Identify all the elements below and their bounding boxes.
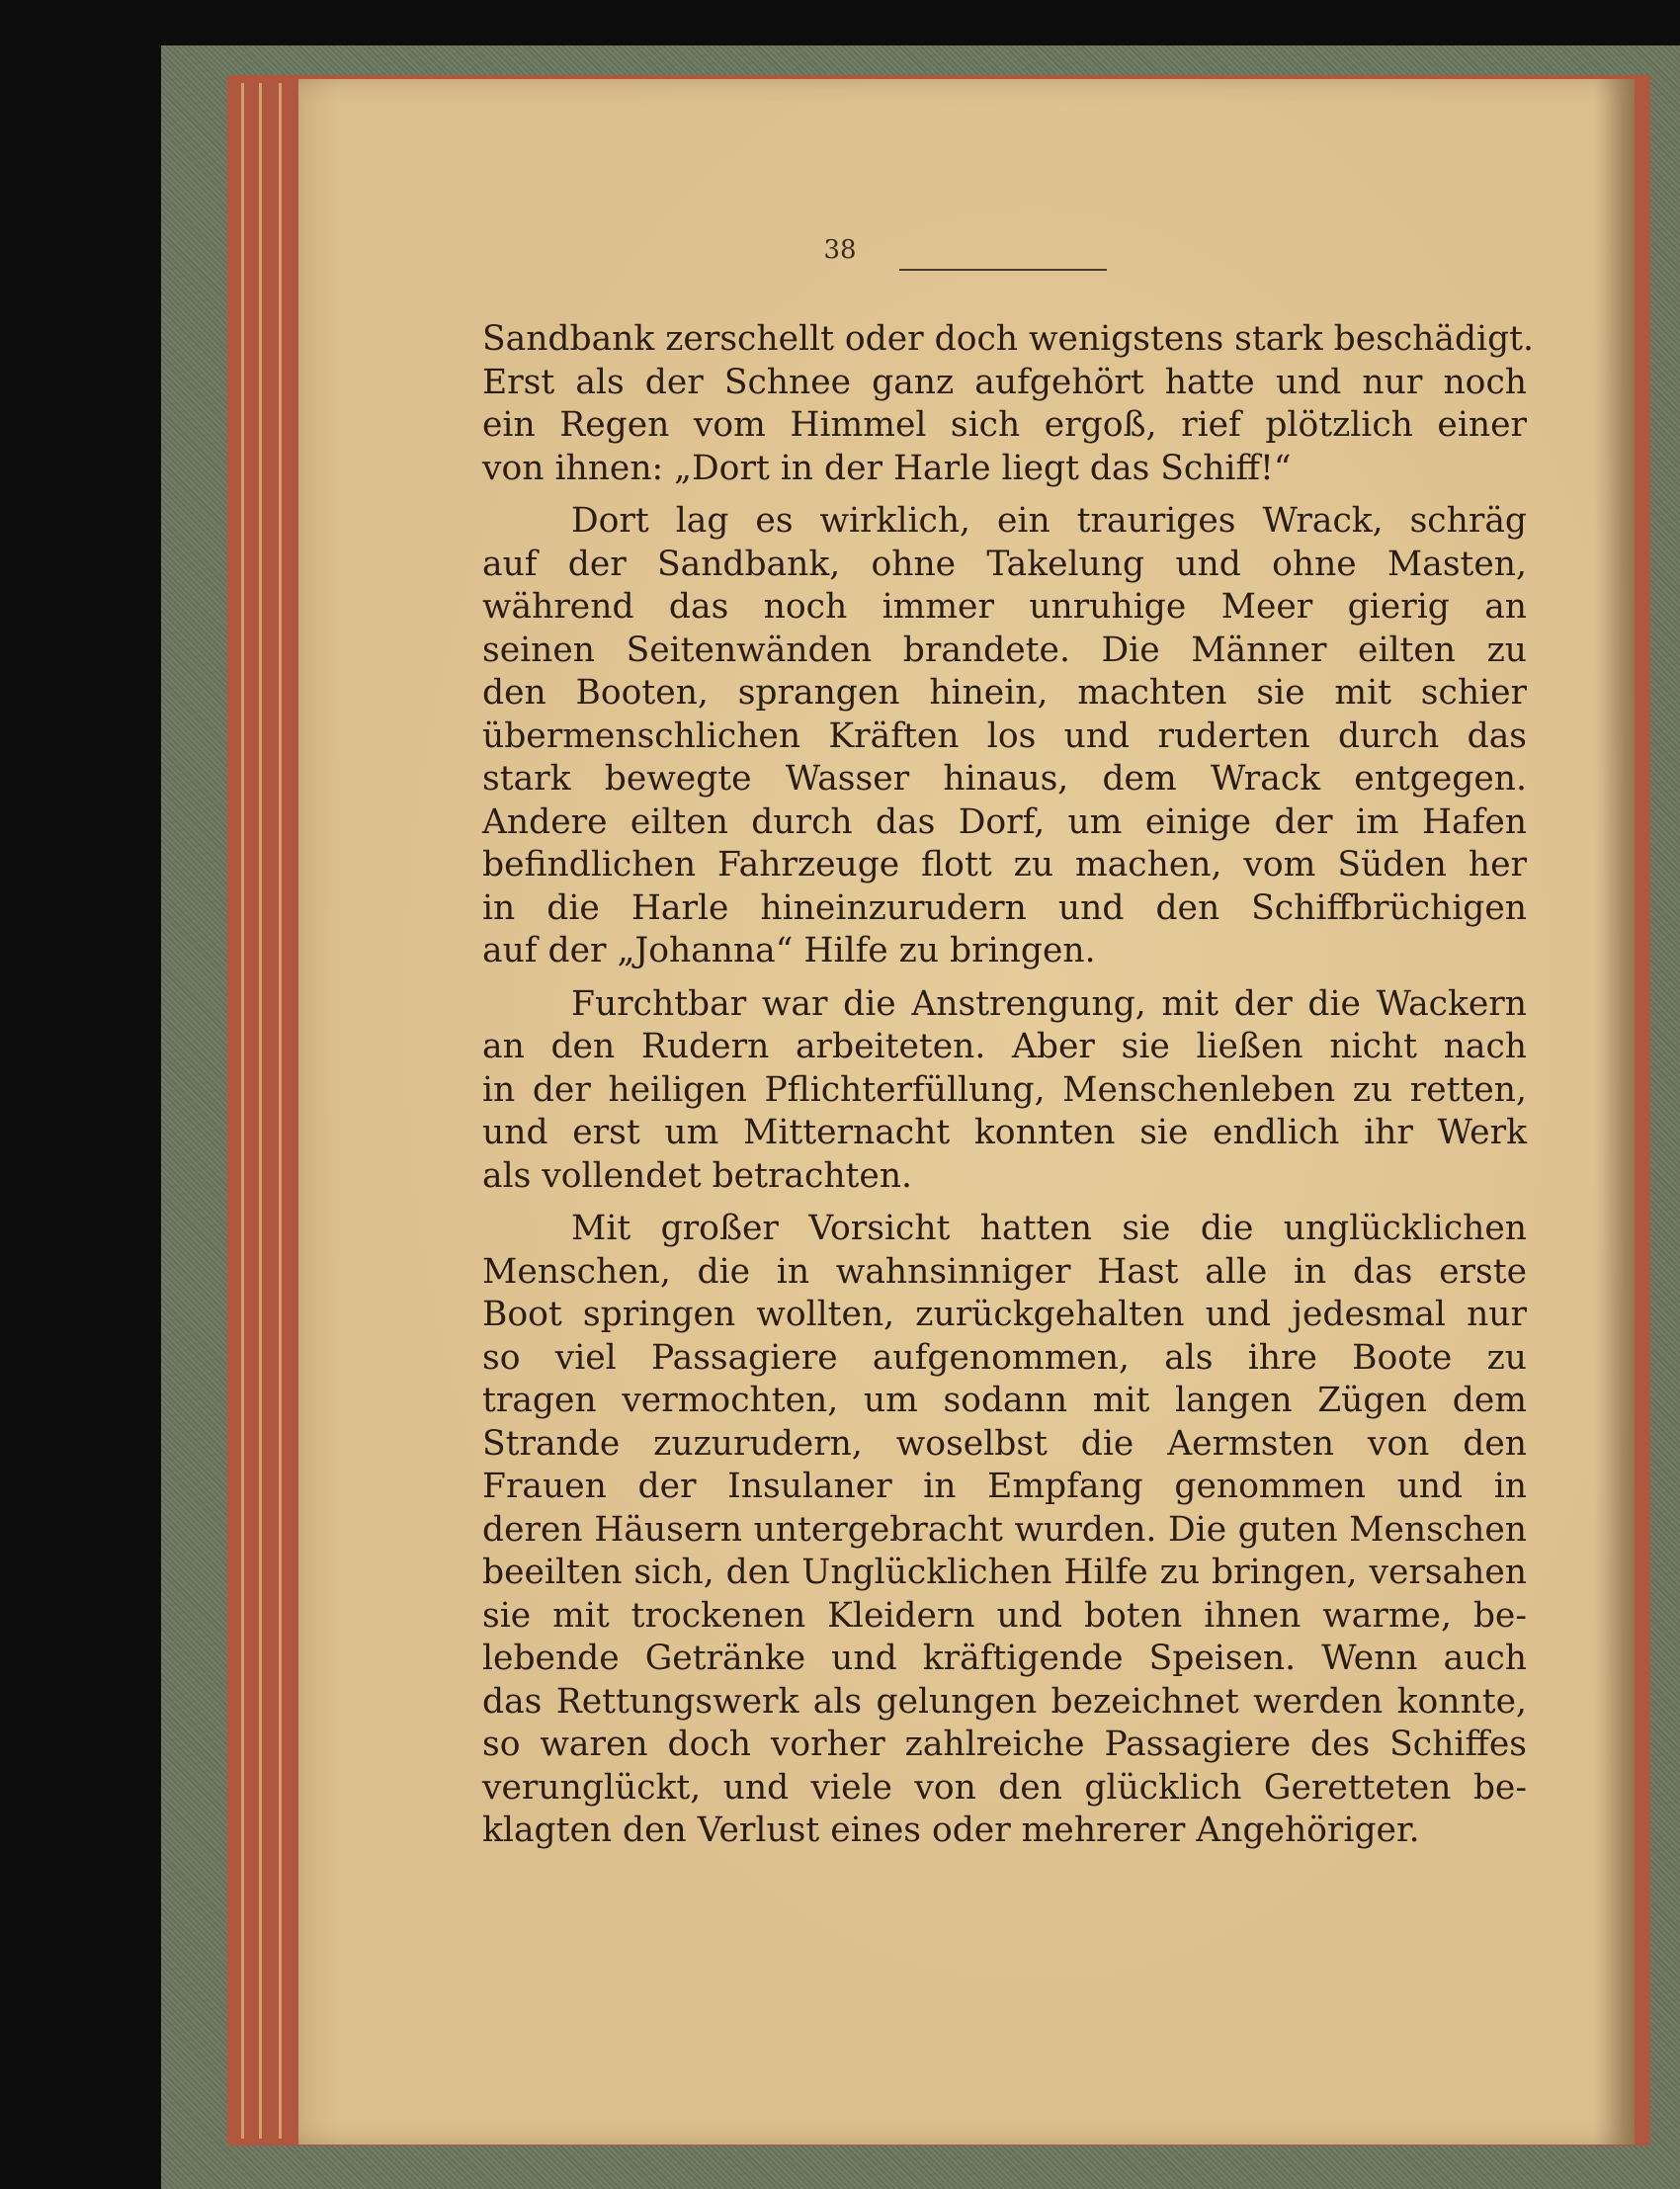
page-edge-line [241,83,244,2139]
page-edge-line [279,83,282,2139]
text-line: Boot springen wollten, zurückgehalten und jedesmal nur [482,1295,1527,1334]
text-line: den Booten, sprangen hinein, machten sie mit schier [482,673,1527,713]
text-line: lebende Getränke und kräftigende Speisen. Wenn auch [482,1639,1527,1678]
text-line: tragen vermochten, um sodann mit langen Zügen dem [482,1381,1527,1420]
text-line: stark bewegte Wasser hinaus, dem Wrack entgegen. [482,759,1527,799]
text-line: Erst als der Schnee ganz aufgehört hatte und nur noch [482,362,1527,402]
text-line: Mit großer Vorsicht hatten sie die unglücklichen [571,1209,1527,1248]
text-line: sie mit trockenen Kleidern und boten ihnen warme, be- [482,1595,1527,1636]
text-line: so viel Passagiere aufgenommen, als ihre Boote zu [482,1337,1527,1378]
text-line: befindlichen Fahrzeuge flott zu machen, vom Süden her [482,845,1527,884]
text-line: in die Harle hineinzurudern und den Schiffbrüchigen [482,887,1527,928]
text-line: Sandbank zerschellt oder doch wenigstens stark beschädigt. [482,319,1535,359]
paragraph [482,983,1527,1199]
text-line: als vollendet betrachten. [482,1155,913,1196]
text-line: auf der „Johanna“ Hilfe zu bringen. [482,931,1096,970]
header-rule [899,269,1107,271]
text-line: seinen Seitenwänden brandete. Die Männer eilten zu [482,630,1527,670]
text-line: Andere eilten durch das Dorf, um einige der im Hafen [482,801,1527,842]
text-line: das Rettungswerk als gelungen bezeichnet werden konnte, [482,1681,1527,1722]
body-text [482,318,1535,1853]
text-line: Dort lag es wirklich, ein trauriges Wrack, schräg [571,501,1527,541]
text-line: von ihnen: „Dort in der Harle liegt das Schiff!“ [482,448,1292,488]
text-line: Furchtbar war die Anstrengung, mit der die Wackern [571,983,1527,1024]
paragraph [482,318,1535,490]
text-line: Menschen, die in wahnsinniger Hast alle in das erste [482,1251,1527,1292]
spine-shadow [1595,79,1635,2145]
page-edge-line [259,83,262,2139]
text-line: so waren doch vorher zahlreiche Passagiere des Schiffes [482,1725,1527,1764]
text-line: klagten den Verlust eines oder mehrerer Angehöriger. [482,1810,1420,1850]
text-line: Strande zuzurudern, woselbst die Aermsten von den [482,1423,1527,1464]
text-line: beeilten sich, den Unglücklichen Hilfe zu bringen, versahen [482,1553,1527,1592]
text-line: und erst um Mitternacht konnten sie endlich ihr Werk [482,1113,1527,1152]
text-line: Frauen der Insulaner in Empfang genommen und in [482,1467,1527,1506]
text-line: an den Rudern arbeiteten. Aber sie ließen nicht nach [482,1027,1527,1066]
text-line: verunglückt, und viele von den glücklich Geretteten be- [482,1767,1527,1808]
text-line: auf der Sandbank, ohne Takelung und ohne Masten, [482,544,1527,584]
text-line: ein Regen vom Himmel sich ergoß, rief plötzlich einer [482,405,1527,445]
text-line: in der heiligen Pflichterfüllung, Menschenleben zu retten, [482,1069,1527,1110]
page-number: 38 [823,235,857,265]
paragraph [482,1208,1527,1853]
text-line: deren Häusern untergebracht wurden. Die guten Menschen [482,1509,1527,1550]
text-line: während das noch immer unruhige Meer gierig an [482,587,1527,627]
text-line: übermenschlichen Kräften los und ruderten durch das [482,716,1527,756]
paragraph [482,500,1527,973]
